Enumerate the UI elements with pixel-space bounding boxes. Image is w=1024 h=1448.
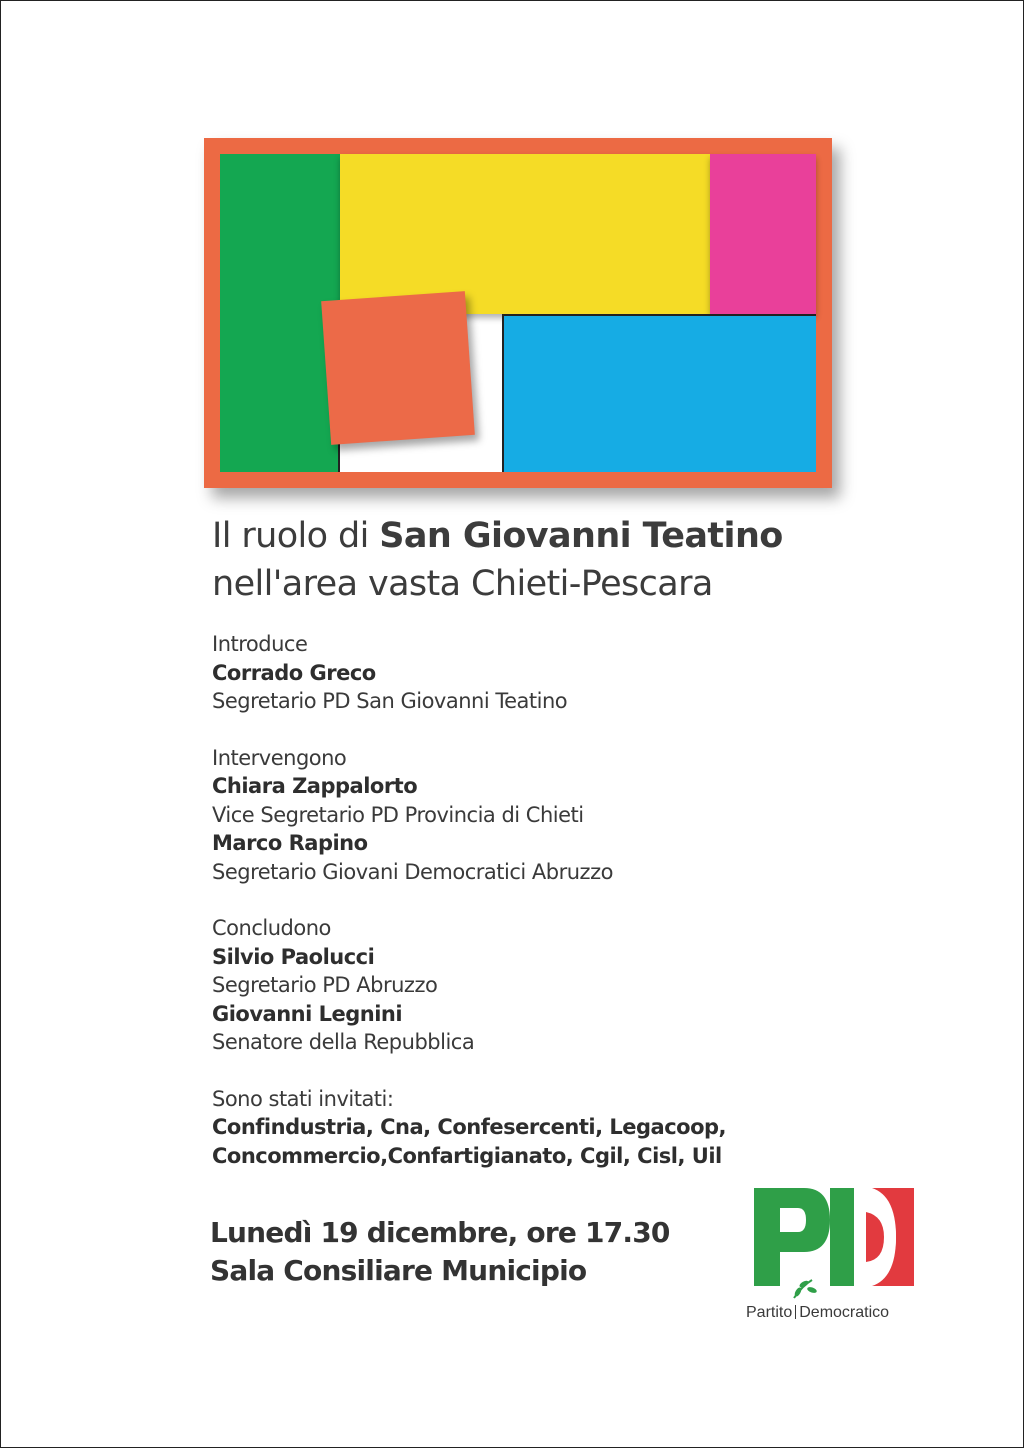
caption-separator — [795, 1305, 796, 1319]
speaker-name: Corrado Greco — [212, 660, 376, 685]
event-date: Lunedì 19 dicembre, ore 17.30 — [210, 1216, 670, 1249]
pink-block — [710, 154, 816, 314]
speaker-role: Segretario PD Abruzzo — [212, 973, 438, 997]
introduce-section — [212, 630, 832, 716]
pd-logo-caption — [746, 1304, 922, 1322]
speaker-name: Marco Rapino — [212, 831, 368, 855]
speaker-role: Vice Segretario PD Provincia di Chieti — [212, 802, 584, 827]
speaker-name: Giovanni Legnini — [212, 1001, 403, 1026]
event-title — [212, 512, 912, 608]
invited-organizations-line: Concommercio,Confartigianato, Cgil, Cisl, Uil — [212, 1143, 722, 1168]
concludono-section — [212, 914, 832, 1057]
speaker-name: Silvio Paolucci — [212, 944, 375, 969]
section-heading: Introduce — [212, 632, 308, 656]
section-heading: Intervengono — [212, 745, 347, 770]
pd-logo — [746, 1186, 922, 1336]
speaker-name: Chiara Zappalorto — [212, 774, 418, 798]
section-heading: Concludono — [212, 916, 331, 940]
caption-right: Democratico — [799, 1304, 890, 1321]
caption-left: Partito — [746, 1304, 793, 1321]
yellow-block — [340, 154, 710, 314]
orange-square — [321, 291, 475, 445]
speaker-role: Segretario Giovani Democratici Abruzzo — [212, 859, 613, 884]
intervengono-section — [212, 744, 832, 887]
blue-block — [502, 314, 816, 472]
speaker-role: Segretario PD San Giovanni Teatino — [212, 689, 568, 713]
event-details — [210, 1214, 670, 1290]
title-line-1 — [212, 512, 912, 560]
program — [212, 630, 832, 1198]
speaker-role: Senatore della Repubblica — [212, 1030, 475, 1054]
section-heading: Sono stati invitati: — [212, 1086, 394, 1111]
pd-logo-mark — [746, 1186, 922, 1302]
title-line-2: nell'area vasta Chieti-Pescara — [212, 564, 713, 604]
artwork-canvas — [220, 154, 816, 472]
color-block-artwork — [204, 138, 832, 488]
title-highlight: San Giovanni Teatino — [379, 516, 783, 556]
invited-organizations-line: Confindustria, Cna, Confesercenti, Legacoop, — [212, 1115, 727, 1139]
title-prefix: Il ruolo di — [212, 516, 380, 556]
invitati-section — [212, 1085, 832, 1171]
event-place: Sala Consiliare Municipio — [210, 1254, 587, 1287]
